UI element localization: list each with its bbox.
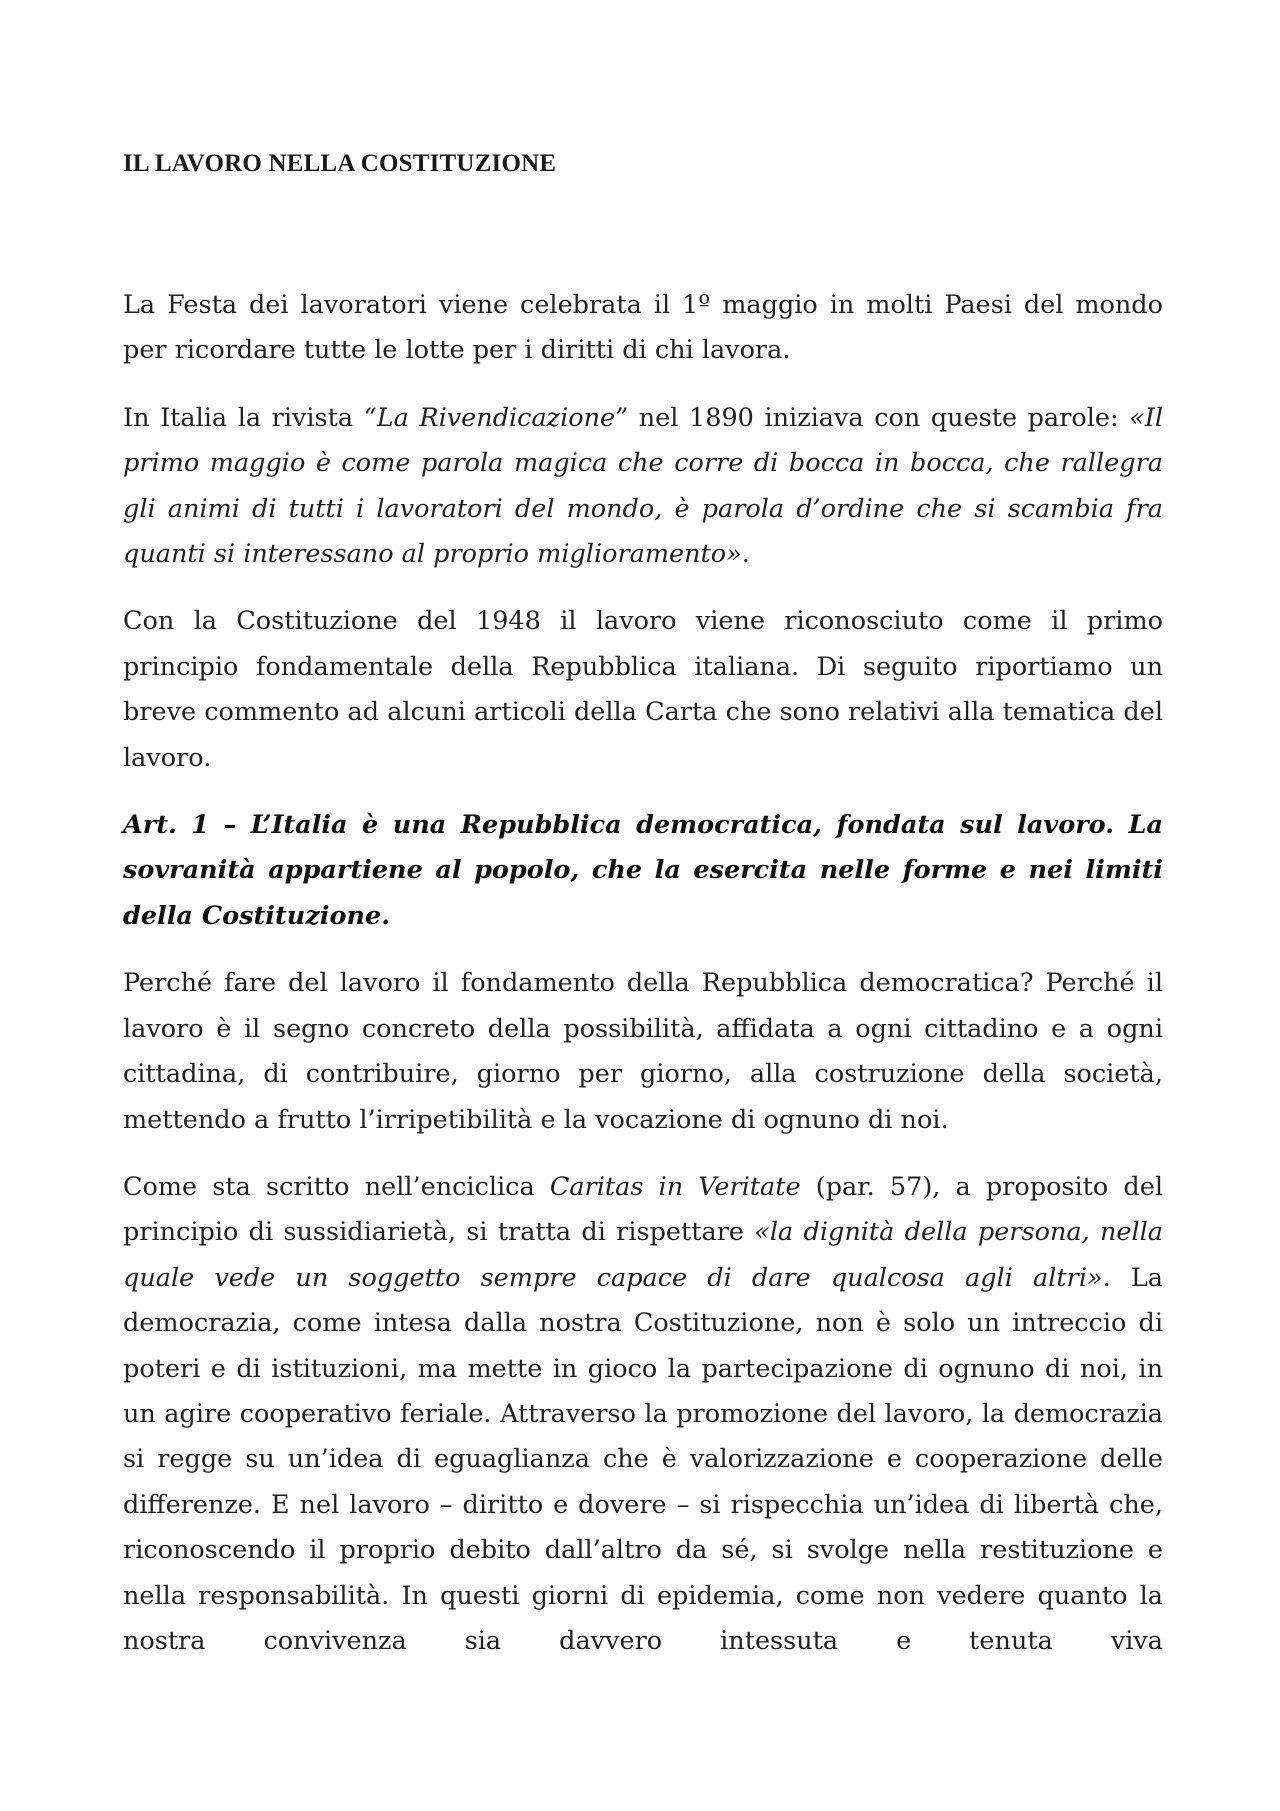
encyclical-title: Caritas in Veritate [549,1171,801,1202]
magazine-title: “La Rivendicazione” [363,402,629,433]
article-1-heading: Art. 1 – L’Italia è una Repubblica democratica, fondata sul lavoro. La sovranità appartiene al popolo, che la esercita nelle forme e nei limiti della Costituzione. [123,810,1163,931]
paragraph-text: (par. 57), a proposito del principio di sussidiarietà, si tratta di rispettare [123,1171,1163,1248]
document-body [123,283,1163,1686]
paragraph-costituzione-1948: Con la Costituzione del 1948 il lavoro viene riconosciuto come il primo principio fondamentale della Repubblica italiana. Di seguito riportiamo un breve commento ad alcuni articoli della Carta che sono relativi alla tematica del lavoro. [123,606,1163,773]
paragraph-text: Come sta scritto nell’enciclica [123,1171,550,1202]
document-title: IL LAVORO NELLA COSTITUZIONE [123,150,557,177]
quotation: «la dignità della persona, nella quale vede un soggetto sempre capace di dare qualcosa agli altri» [123,1217,1163,1293]
paragraph-text: In Italia la rivista [123,402,364,433]
paragraph-caritas-in-veritate [123,1165,1163,1664]
paragraph-text: . La democrazia, come intesa dalla nostra Costituzione, non è solo un intreccio di poteri e di istituzioni, ma mette in gioco la partecipazione di ognuno di noi, in un agire cooperativo feriale. Attraverso la promozione del lavoro, la democrazia si regge su un’idea di eguaglianza che è valorizzazione e cooperazione delle differenze. E nel lavoro – diritto e dovere – si rispecchia un’idea di libertà che, riconoscendo il proprio debito dall’altro da sé, si svolge nella restituzione e nella responsabilità. In questi giorni di epidemia, come non vedere quanto la nostra convivenza sia davvero intessuta e tenuta viva [123,1262,1163,1656]
paragraph-text: nel 1890 iniziava con queste parole: [628,402,1130,433]
paragraph-festa-lavoratori: La Festa dei lavoratori viene celebrata il 1º maggio in molti Paesi del mondo per ricordare tutte le lotte per i diritti di chi lavora. [123,290,1163,366]
paragraph-rivendicazione [123,396,1163,578]
quotation: «Il primo maggio è come parola magica che corre di bocca in bocca, che rallegra gli animi di tutti i lavoratori del mondo, è parola d’ordine che si scambia fra quanti si interessano al proprio miglioramento» [123,402,1164,570]
paragraph-text: . [741,539,750,570]
paragraph-fondamento-lavoro: Perché fare del lavoro il fondamento della Repubblica democratica? Perché il lavoro è il segno concreto della possibilità, affidata a ogni cittadino e a ogni cittadina, di contribuire, giorno per giorno, alla costruzione della società, mettendo a frutto l’irripetibilità e la vocazione di ognuno di noi. [123,968,1163,1135]
